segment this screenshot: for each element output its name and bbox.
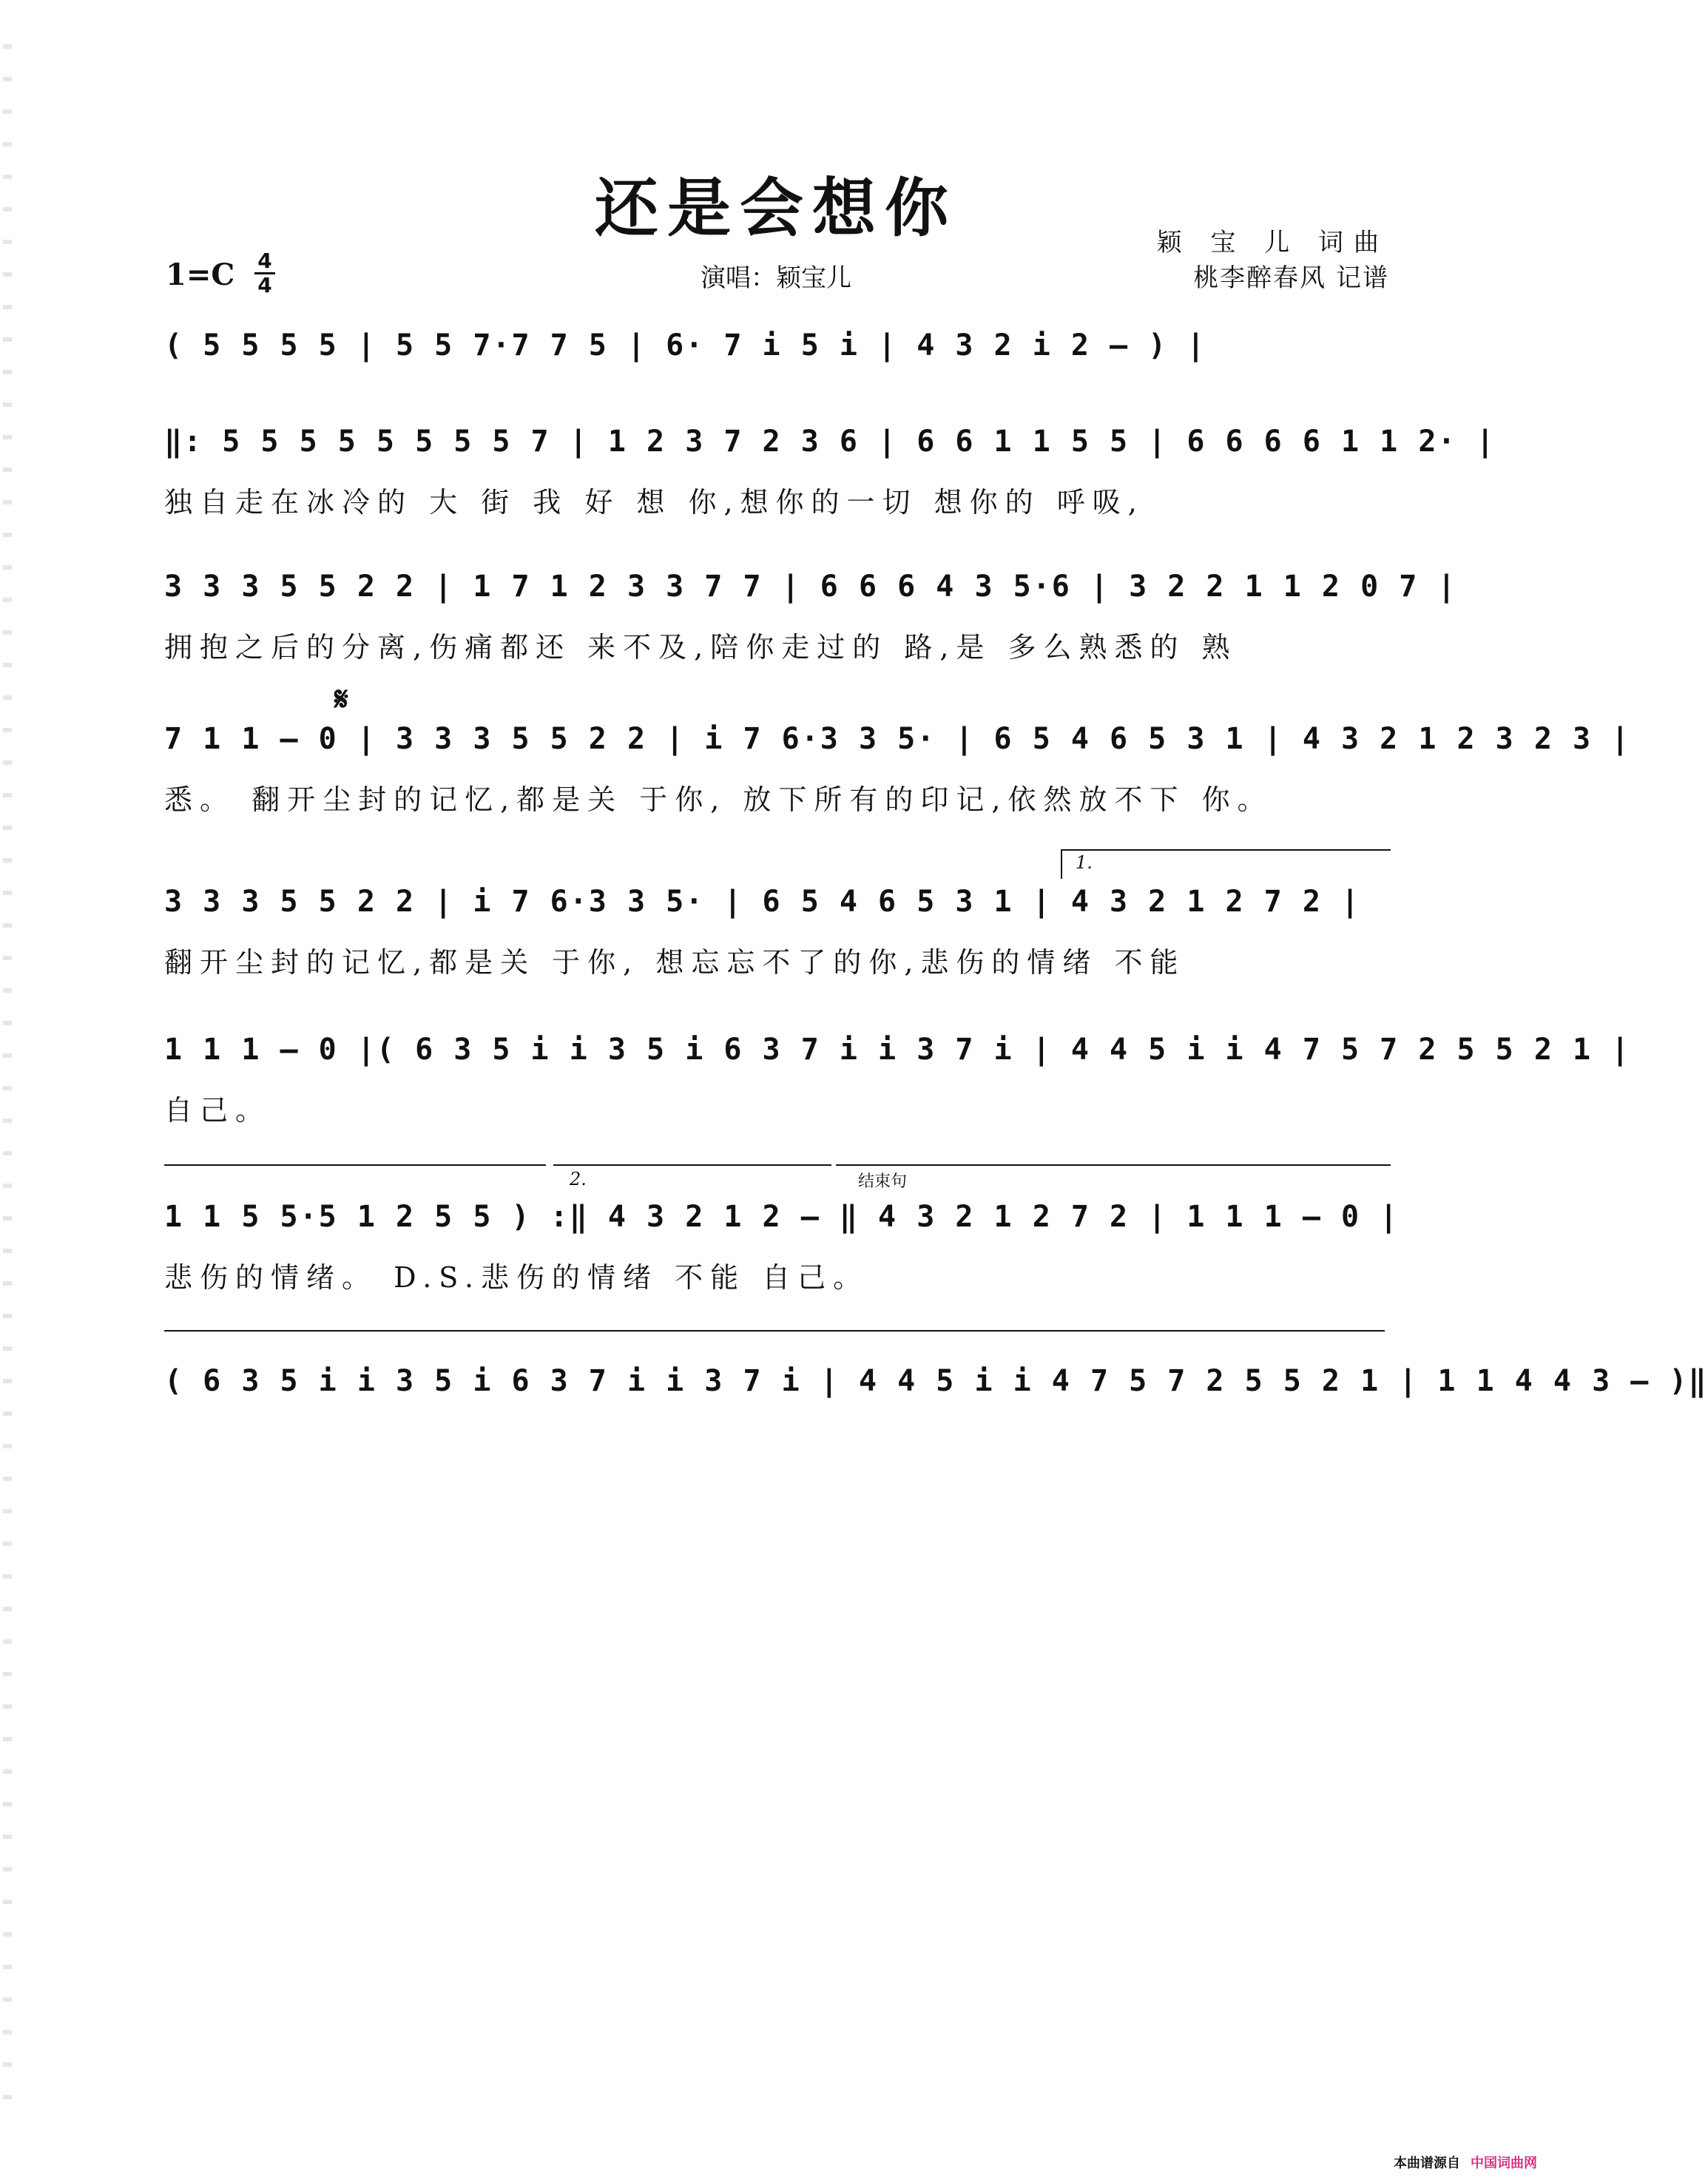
singer-credit: 演唱：颖宝儿 <box>701 263 851 293</box>
volta-first-label: 1. <box>1076 852 1093 873</box>
coda-label: 结束句 <box>858 1172 908 1191</box>
volta-bracket-second <box>553 1164 831 1166</box>
notation-line: 7 1 1 – 0 | 3 3 3 5 5 2 2 | i 7 6·3 3 5· | 6 5 4 6 5 3 1 | 4 3 2 1 2 3 2 3 | <box>164 722 1631 756</box>
lyric-line: 拥抱之后的分离,伤痛都还 来不及,陪你走过的 路,是 多么熟悉的 熟 <box>164 631 1238 664</box>
song-title: 还是会想你 <box>595 171 957 246</box>
transcriber-credit: 桃李醉春风 记谱 <box>1193 263 1389 293</box>
notation-line: 1 1 1 – 0 |( 6 3 5 i i 3 5 i 6 3 7 i i 3 7 i | 4 4 5 i i 4 7 5 7 2 5 5 2 1 | <box>164 1033 1631 1067</box>
closing-bracket <box>164 1330 1385 1332</box>
notation-line: 1 1 5 5·5 1 2 5 5 ) :‖ 4 3 2 1 2 – ‖ 4 3 2 1 2 7 2 | 1 1 1 – 0 | <box>164 1200 1400 1234</box>
meter-bottom: 4 <box>257 273 272 297</box>
notation-line: ( 6 3 5 i i 3 5 i 6 3 7 i i 3 7 i | 4 4 5 i i 4 7 5 7 2 5 5 2 1 | 1 1 4 4 3 – )‖ <box>164 1364 1708 1398</box>
lyric-line: 悉。 翻开尘封的记忆,都是关 于你, 放下所有的印记,依然放不下 你。 <box>164 783 1273 816</box>
notation-line: ‖: 5 5 5 5 5 5 5 5 7 | 1 2 3 7 2 3 6 | 6 6 1 1 5 5 | 6 6 6 6 1 1 2· | <box>164 425 1496 459</box>
footer-site-link[interactable]: 中国词曲网 <box>1471 2156 1537 2171</box>
composer-credit: 颖 宝 儿 词曲 <box>1156 228 1389 257</box>
source-footer <box>1394 2153 1537 2172</box>
volta-bracket-coda <box>836 1164 1391 1166</box>
lyric-line: 悲伤的情绪。 D.S.悲伤的情绪 不能 自己。 <box>164 1261 869 1294</box>
key-signature: 1=C <box>166 257 235 292</box>
footer-source-text: 本曲谱源自 <box>1394 2156 1460 2171</box>
lyric-line: 独自走在冰冷的 大 街 我 好 想 你,想你的一切 想你的 呼吸, <box>164 486 1144 519</box>
volta-bracket-first <box>1061 849 1391 851</box>
lyric-line: 自己。 <box>164 1094 271 1127</box>
meter-top: 4 <box>257 249 272 273</box>
decorative-strip <box>3 44 12 2116</box>
volta-second-label: 2. <box>570 1169 587 1189</box>
volta-bracket-first-tick <box>1061 849 1062 879</box>
segno-sign: 𝄋 <box>334 681 348 718</box>
volta-bracket-repeat <box>164 1164 546 1166</box>
notation-line: 3 3 3 5 5 2 2 | 1 7 1 2 3 3 7 7 | 6 6 6 4 3 5·6 | 3 2 2 1 1 2 0 7 | <box>164 570 1457 604</box>
notation-line: 3 3 3 5 5 2 2 | i 7 6·3 3 5· | 6 5 4 6 5 3 1 | 4 3 2 1 2 7 2 | <box>164 885 1361 919</box>
notation-line: ( 5 5 5 5 | 5 5 7·7 7 5 | 6· 7 i 5 i | 4 3 2 i 2 – ) | <box>164 328 1206 362</box>
lyric-line: 翻开尘封的记忆,都是关 于你, 想忘忘不了的你,悲伤的情绪 不能 <box>164 946 1186 979</box>
